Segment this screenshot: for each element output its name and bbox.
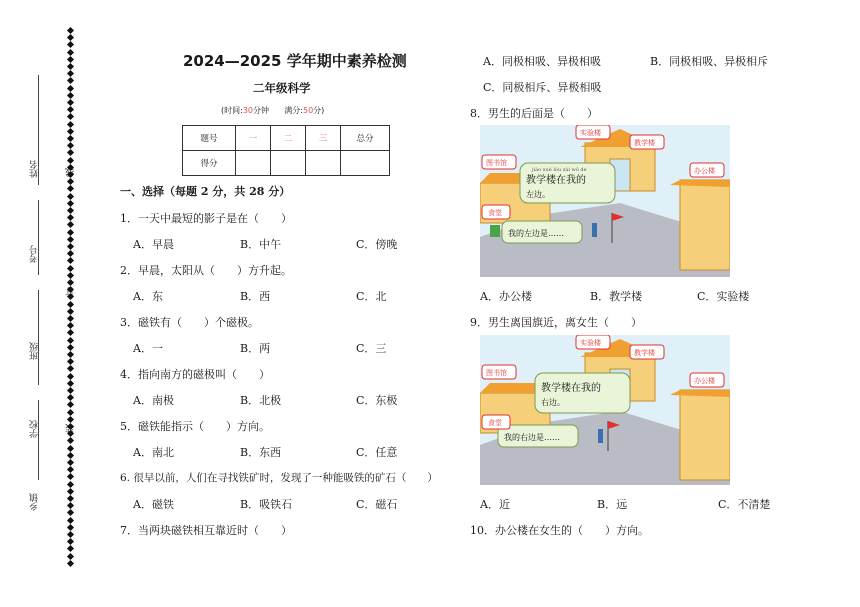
option-6a: A．磁铁 (133, 498, 174, 511)
binding-diamond (67, 301, 74, 308)
boy-figure (592, 223, 597, 237)
binding-diamond (67, 221, 74, 228)
score-label: 满分: (284, 106, 303, 115)
option-8c: C．实验楼 (697, 290, 750, 303)
binding-diamond (67, 164, 74, 171)
margin-label-town: 乡镇 (30, 493, 40, 511)
sign-library-text: 图书馆 (486, 369, 507, 377)
binding-diamond (67, 41, 74, 48)
bubble-2-text: 我的右边是…… (504, 433, 560, 442)
score-table-cell: 一 (236, 126, 271, 151)
binding-diamond (67, 344, 74, 351)
score-table-cell: 三 (306, 126, 341, 151)
section-heading: 一、选择（每题 2 分，共 28 分） (120, 185, 291, 198)
bubble-2-text: 我的左边是…… (508, 229, 564, 238)
binding-diamond (67, 452, 74, 459)
binding-diamond (67, 77, 74, 84)
binding-diamond (67, 517, 74, 524)
option-9a: A．近 (480, 498, 510, 511)
option-4b: B．北极 (240, 394, 282, 407)
score-table-header-row (183, 126, 390, 151)
option-4c: C．东极 (356, 394, 398, 407)
sign-teaching-text: 教学楼 (634, 349, 655, 357)
class-line (38, 290, 39, 385)
bubble-1-end: 右边。 (541, 398, 565, 407)
margin-label-class: 班级 (30, 342, 40, 360)
sign-canteen-text: 食堂 (488, 419, 502, 427)
exam-info (221, 105, 324, 116)
sign-lab-text: 实验楼 (580, 129, 601, 137)
exam-number-line (38, 200, 39, 275)
binding-diamond (67, 416, 74, 423)
score-table-cell: 二 (271, 126, 306, 151)
binding-diamond (67, 56, 74, 63)
school-line (38, 400, 39, 480)
binding-diamond (67, 236, 74, 243)
school-scene-illustration-1 (480, 125, 730, 277)
right-building (680, 180, 730, 270)
question-9: 9．男生离国旗近，离女生（ ） (470, 316, 642, 329)
question-2: 2．早晨，太阳从（ ）方升起。 (120, 264, 292, 277)
exam-title: 2024—2025 学年期中素养检测 (183, 52, 407, 70)
tree (490, 225, 500, 237)
option-3b: B．两 (240, 342, 271, 355)
option-4a: A．南极 (133, 394, 174, 407)
option-1c: C．傍晚 (356, 238, 398, 251)
binding-diamond (67, 445, 74, 452)
question-10: 10．办公楼在女生的（ ）方向。 (470, 524, 649, 537)
binding-diamond (67, 509, 74, 516)
binding-diamond (67, 265, 74, 272)
binding-diamond (67, 308, 74, 315)
binding-diamond (67, 545, 74, 552)
binding-diamond (67, 365, 74, 372)
sign-lab-text: 实验楼 (580, 339, 601, 347)
binding-diamond (67, 524, 74, 531)
time-unit: 分钟 (253, 106, 270, 115)
score-table-cell[interactable] (236, 151, 271, 176)
option-1b: B．中午 (240, 238, 282, 251)
binding-diamond (67, 401, 74, 408)
option-9c: C．不清楚 (718, 498, 771, 511)
bubble-1-end: 左边。 (526, 190, 550, 199)
sign-canteen-text: 食堂 (488, 209, 502, 217)
question-7: 7．当两块磁铁相互靠近时（ ） (120, 524, 292, 537)
score-table-cell[interactable] (341, 151, 390, 176)
binding-diamond (67, 149, 74, 156)
school-scene-illustration-2 (480, 335, 730, 485)
time-label: (时间: (221, 106, 243, 115)
bubble-1-pinyin: jiào xué lóu zài wǒ de (532, 167, 587, 173)
binding-diamond (67, 257, 74, 264)
binding-diamond (67, 121, 74, 128)
score-table-cell[interactable] (306, 151, 341, 176)
score-table (182, 125, 390, 176)
option-9b: B．远 (597, 498, 628, 511)
binding-diamond (67, 560, 74, 567)
binding-diamond (67, 157, 74, 164)
binding-diamond (67, 473, 74, 480)
binding-diamond (67, 553, 74, 560)
sign-office-text: 办公楼 (694, 167, 715, 175)
binding-diamond (67, 229, 74, 236)
sign-library-text: 图书馆 (486, 159, 507, 167)
option-5a: A．南北 (133, 446, 174, 459)
option-6c: C．磁石 (356, 498, 398, 511)
bubble-1-text: 教学楼在我的 (526, 175, 586, 186)
question-1: 1．一天中最短的影子是在（ ） (120, 212, 292, 225)
binding-diamond (67, 49, 74, 56)
score-table-score-row (183, 151, 390, 176)
binding-diamond (67, 329, 74, 336)
option-6b: B．吸铁石 (240, 498, 293, 511)
question-3: 3．磁铁有（ ）个磁极。 (120, 316, 259, 329)
binding-diamond (67, 481, 74, 488)
binding-diamond (67, 337, 74, 344)
binding-diamond (67, 409, 74, 416)
score-unit: 分) (313, 106, 325, 115)
binding-diamond (67, 200, 74, 207)
margin-label-exam-number: 考号 (30, 245, 40, 263)
option-2b: B．西 (240, 290, 271, 303)
option-7a: A．同极相吸、异极相吸 (483, 55, 601, 68)
binding-diamond (67, 437, 74, 444)
option-1a: A．早晨 (133, 238, 174, 251)
option-3a: A．一 (133, 342, 163, 355)
question-5: 5．磁铁能指示（ ）方向。 (120, 420, 270, 433)
score-table-cell: 总分 (341, 126, 390, 151)
binding-diamond (67, 92, 74, 99)
binding-diamond (67, 373, 74, 380)
margin-label-name: 姓名 (30, 160, 40, 178)
exam-subtitle: 二年级科学 (253, 81, 311, 95)
binding-diamond (67, 193, 74, 200)
right-building (680, 390, 730, 480)
option-7c: C．同极相斥、异极相吸 (483, 81, 602, 94)
score-table-cell: 题号 (183, 126, 236, 151)
binding-diamond (67, 293, 74, 300)
option-7b: B．同极相吸、异极相斥 (650, 55, 769, 68)
question-4: 4．指向南方的磁极叫（ ） (120, 368, 270, 381)
question-8: 8．男生的后面是（ ） (470, 107, 598, 120)
option-5c: C．任意 (356, 446, 398, 459)
score-value: 50 (302, 106, 314, 115)
score-table-cell: 得分 (183, 151, 236, 176)
question-6: 6. 很早以前，人们在寻找铁矿时，发现了一种能吸铁的矿石（ ） (120, 472, 438, 484)
time-value: 30 (242, 106, 254, 115)
binding-diamond (67, 85, 74, 92)
margin-label-school: 学校 (30, 420, 40, 438)
binding-diamond (67, 380, 74, 387)
sign-office-text: 办公楼 (694, 377, 715, 385)
binding-diamond (67, 488, 74, 495)
option-3c: C．三 (356, 342, 387, 355)
score-table-cell[interactable] (271, 151, 306, 176)
sign-teaching-text: 教学楼 (634, 139, 655, 147)
binding-diamond (67, 128, 74, 135)
binding-diamond (67, 185, 74, 192)
option-2a: A．东 (133, 290, 163, 303)
binding-diamond-border (66, 28, 76, 568)
option-5b: B．东西 (240, 446, 282, 459)
bubble-1-text: 教学楼在我的 (541, 383, 601, 394)
option-8a: A．办公楼 (480, 290, 532, 303)
option-8b: B．教学楼 (590, 290, 643, 303)
binding-diamond (67, 272, 74, 279)
option-2c: C．北 (356, 290, 387, 303)
boy-figure (598, 429, 603, 443)
binding-diamond (67, 113, 74, 120)
